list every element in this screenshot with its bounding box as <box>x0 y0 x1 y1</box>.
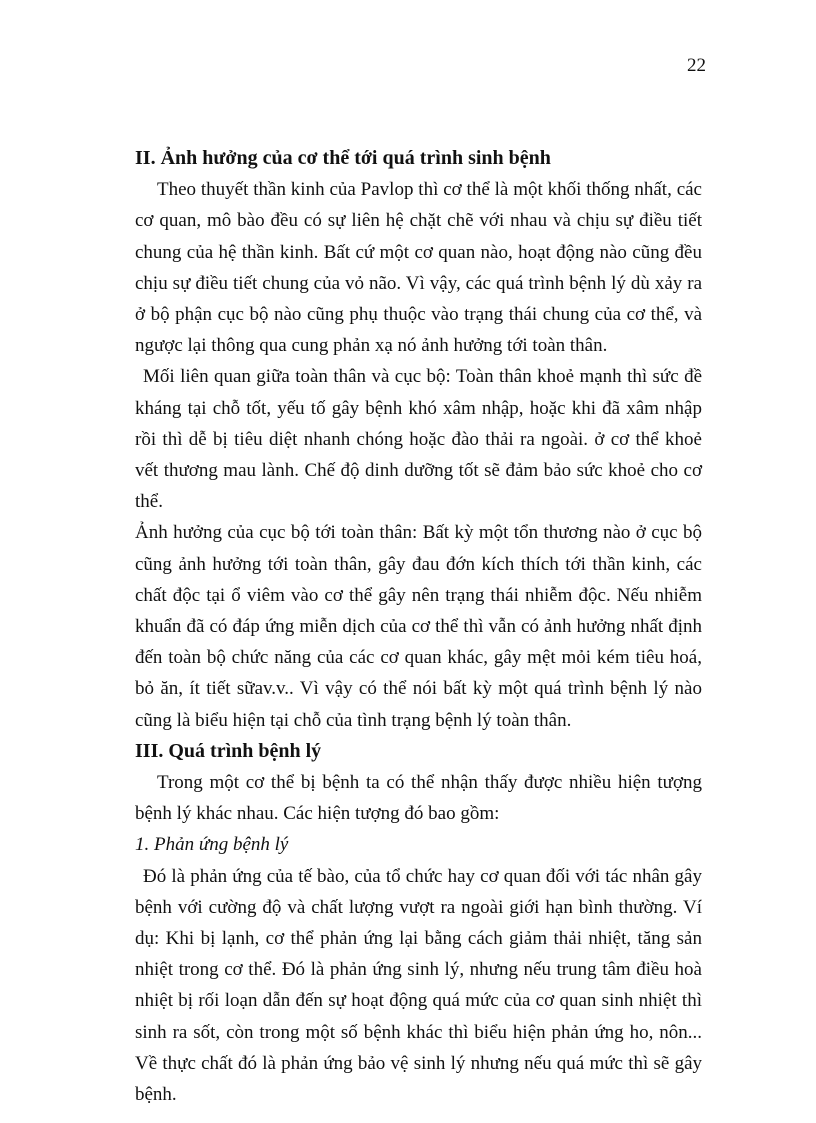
paragraph-local-to-whole: Ảnh hưởng của cục bộ tới toàn thân: Bất kỳ một tổn thương nào ở cục bộ cũng ảnh hưởng tới toàn thân, gây đau đớn kích thích tới thần kinh, các chất độc tại ổ viêm vào cơ thể gây nên trạng thái nhiễm độc. Nếu nhiễm khuẩn đã có đáp ứng miễn dịch của cơ thể thì vẫn có ảnh hưởng nhất định đến toàn bộ chức năng của các cơ quan khác, gây mệt mỏi kém tiêu hoá, bỏ ăn, ít tiết sữav.v.. Vì vậy có thể nói bất kỳ một quá trình bệnh lý nào cũng là biểu hiện tại chỗ của tình trạng bệnh lý toàn thân. <box>135 522 702 731</box>
paragraph-pathological-reaction: Đó là phản ứng của tế bào, của tổ chức hay cơ quan đối với tác nhân gây bệnh với cường độ và chất lượng vượt ra ngoài giới hạn bình thường. Ví dụ: Khi bị lạnh, cơ thể phản ứng lại bằng cách giảm thải nhiệt, tăng sản nhiệt trong cơ thể. Đó là phản ứng sinh lý, nhưng nếu trung tâm điều hoà nhiệt bị rối loạn dẫn đến sự hoạt động quá mức của cơ quan sinh nhiệt thì sinh ra sốt, còn trong một số bệnh khác thì biểu hiện phản ứng ho, nôn... Về thực chất đó là phản ứng bảo vệ sinh lý nhưng nếu quá mức thì sẽ gây bệnh. <box>135 865 702 1106</box>
document-body <box>135 143 702 1110</box>
paragraph-whole-body-local: Mối liên quan giữa toàn thân và cục bộ: Toàn thân khoẻ mạnh thì sức đề kháng tại chỗ tốt, yếu tố gây bệnh khó xâm nhập, hoặc khi đã xâm nhập rồi thì dễ bị tiêu diệt nhanh chóng hoặc đào thải ra ngoài. ở cơ thể khoẻ vết thương mau lành. Chế độ dinh dưỡng tốt sẽ đảm bảo sức khoẻ cho cơ thể. <box>135 366 702 513</box>
section-heading-2: II. Ảnh hưởng của cơ thể tới quá trình sinh bệnh <box>135 147 551 169</box>
paragraph-pavlov-theory: Theo thuyết thần kinh của Pavlop thì cơ thể là một khối thống nhất, các cơ quan, mô bào đều có sự liên hệ chặt chẽ với nhau và chịu sự điều tiết chung của hệ thần kinh. Bất cứ một cơ quan nào, hoạt động nào cũng đều chịu sự điều tiết chung của vỏ não. Vì vậy, các quá trình bệnh lý dù xảy ra ở bộ phận cục bộ nào cũng phụ thuộc vào trạng thái chung của cơ thể, và ngược lại thông qua cung phản xạ nó ảnh hưởng tới toàn thân. <box>135 179 702 357</box>
paragraph-intro: Trong một cơ thể bị bệnh ta có thể nhận thấy được nhiều hiện tượng bệnh lý khác nhau. Các hiện tượng đó bao gồm: <box>135 772 702 825</box>
subsection-heading-1: 1. Phản ứng bệnh lý <box>135 834 289 856</box>
section-heading-3: III. Quá trình bệnh lý <box>135 739 322 762</box>
page-number: 22 <box>687 55 706 76</box>
